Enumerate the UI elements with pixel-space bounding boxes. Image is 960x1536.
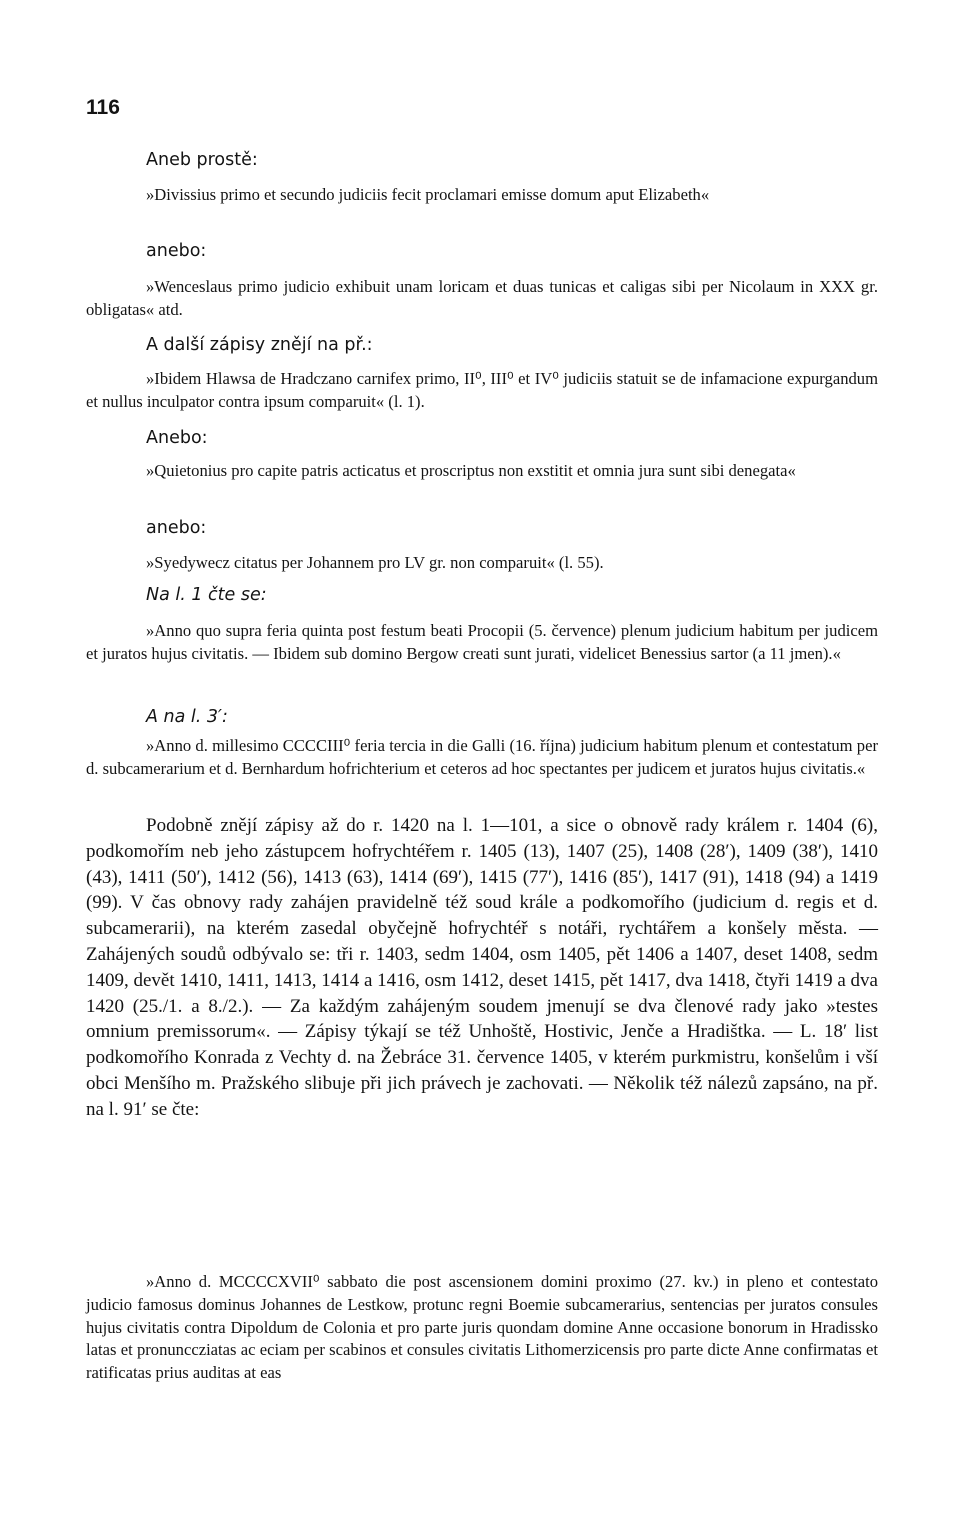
latin-quote-anno-mccccxvii: »Anno d. MCCCCXVII⁰ sabbato die post ascensionem domini proximo (27. kv.) in pleno et contestato judicio famosus dominus Johannes de Lestkow, protunc regni Boemie subcamerarius, sentencias per juratos consules hujus civitatis contra Dipoldum de Colonia et pro parte juris quondam domine Anne occasione bonorum in Hradissko latas et pronunccziatas ac eciam per scabinos et consules civitatis Lithomerzicensis pro parte dicte Anne confirmatas et ratificatas prius auditas at eas	[86, 1272, 878, 1383]
latin-quote-wenceslaus: »Wenceslaus primo judicio exhibuit unam loricam et duas tunicas et caligas sibi per Nicolaum in XXX gr. obligatas« atd.	[86, 277, 878, 319]
latin-quote-anno-ccccciii: »Anno d. millesimo CCCCIII⁰ feria tercia in die Galli (16. října) judicium habitum plenum et contestatum per d. subcamerarium et d. Bernhardum hofrichterium et ceteros ad hoc spectantes per judicem et juratos hujus civitatis.«	[86, 736, 878, 778]
heading-anebo-1: anebo:	[146, 241, 207, 261]
latin-quote-divissius: »Divissius primo et secundo judiciis fecit proclamari emisse domum aput Elizabeth«	[146, 185, 710, 204]
latin-quote-syedywecz: »Syedywecz citatus per Johannem pro LV gr. non comparuit« (l. 55).	[146, 553, 604, 572]
czech-paragraph: Podobně znějí zápisy až do r. 1420 na l. 1—101, a sice o obnově rady králem r. 1404 (6), podkomořím neb jeho zástupcem hofrychtéřem r. 1405 (13), 1407 (25), 1408 (28′), 1409 (38′), 1410 (43), 1411 (50′), 1412 (56), 1413 (63), 1414 (69′), 1415 (77′), 1416 (85′), 1417 (91), 1418 (94) a 1419 (99). V čas obnovy rady zahájen pravidelně též soud krále a podkomořího (judicium d. regis et d. subcamerarii), na kterém zasedal obyčejně hofrychtéř s notáři, rychtářem a konšely města. — Zahájených soudů odbývalo se: tři r. 1403, sedm 1404, osm 1405, pět 1406 a 1407, deset 1408, sedm 1409, devět 1410, 1411, 1413, 1414 a 1416, osm 1412, deset 1415, pět 1417, dva 1418, čtyři 1419 a dva 1420 (25./1. a 8./2.). — Za každým zahájeným soudem jmenují se dva členové rady jako »testes omnium premissorum«. — Zápisy týkají se též Unhoště, Hostivic, Jenče a Hradištka. — L. 18′ list podkomořího Konrada z Vechty d. na Žebráce 31. července 1405, v kterém purkmistru, konšelům i vší obci Menšího m. Pražského slibuje při jich právech je zachovati. — Několik též nálezů zapsáno, na př. na l. 91′ se čte:	[86, 815, 878, 1120]
heading-na-l1: Na l. 1 čte se:	[146, 585, 267, 605]
page-number: 116	[86, 96, 120, 119]
latin-quote-anno-quo-supra: »Anno quo supra feria quinta post festum beati Procopii (5. července) plenum judicium habitum per judicem et juratos hujus civitatis. — Ibidem sub domino Bergow creati sunt jurati, videlicet Benessius sartor (a 11 jmen).«	[86, 621, 878, 663]
heading-anebo-3: anebo:	[146, 518, 207, 538]
latin-quote-quietonius: »Quietonius pro capite patris acticatus et proscriptus non exstitit et omnia jura sunt sibi denegata«	[146, 461, 796, 480]
heading-a-na-l3: A na l. 3′:	[146, 707, 228, 727]
heading-dalsi-zapisy: A další zápisy znějí na př.:	[146, 335, 373, 355]
heading-aneb-proste: Aneb prostě:	[146, 150, 258, 170]
heading-anebo-2: Anebo:	[146, 428, 208, 448]
latin-quote-hlawsa: »Ibidem Hlawsa de Hradczano carnifex primo, II⁰, III⁰ et IV⁰ judiciis statuit se de infamacione expurgandum et nullus inculpator contra ipsum comparuit« (l. 1).	[86, 369, 878, 411]
